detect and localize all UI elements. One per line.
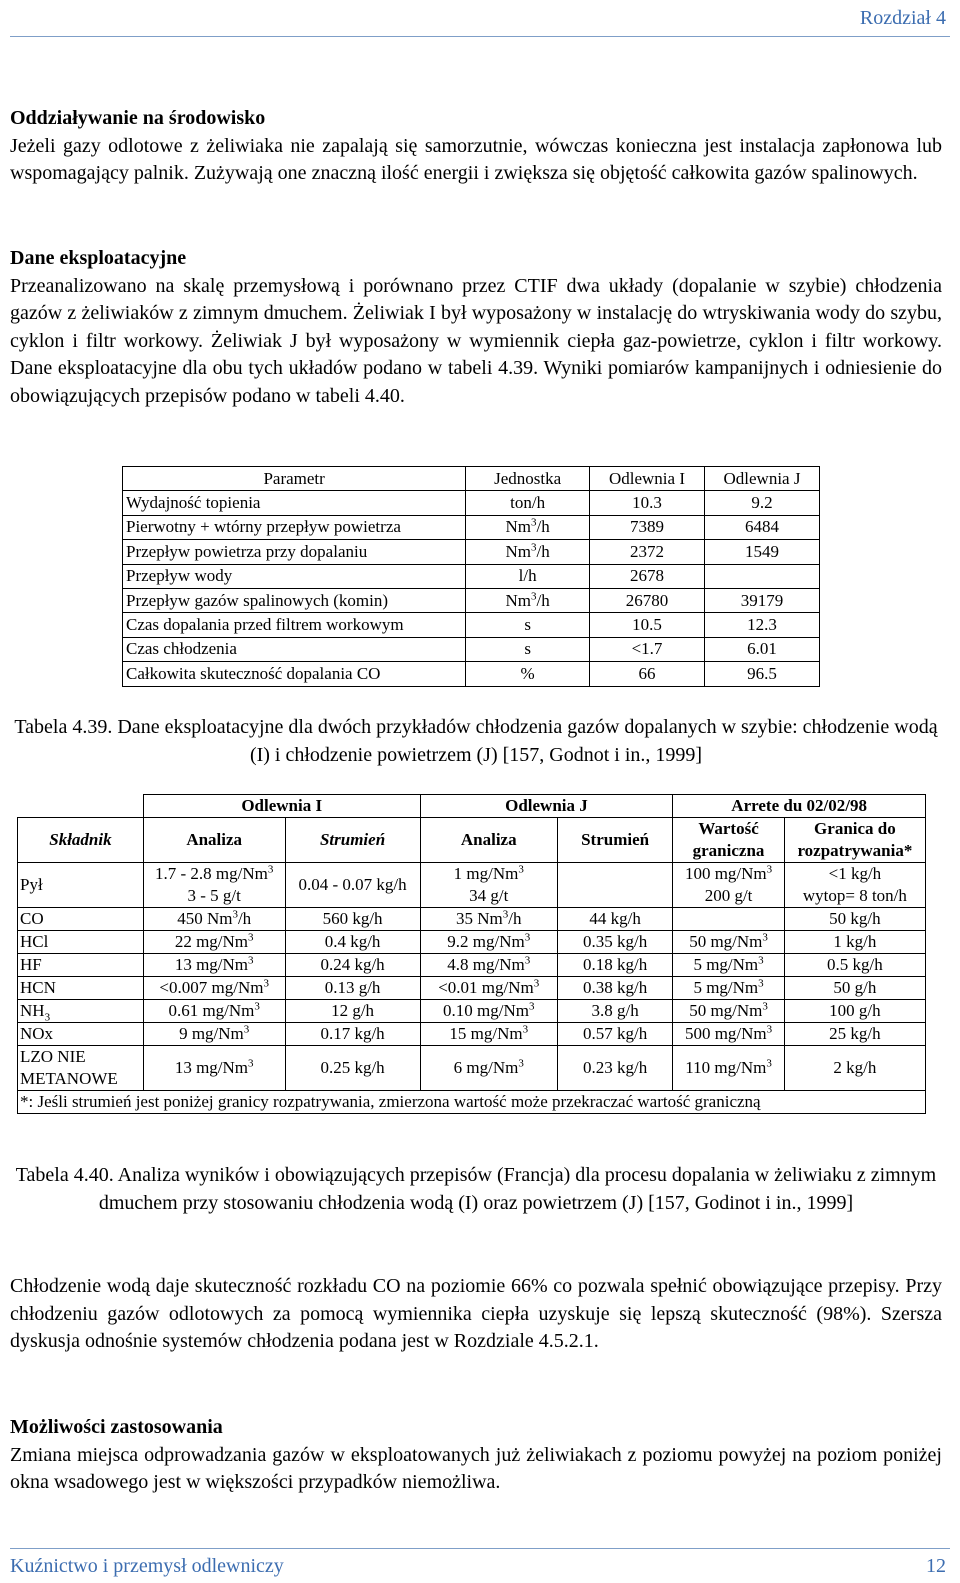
cell-text: 9.2	[751, 493, 773, 513]
cell-text: 10.3	[632, 493, 662, 513]
cell-text: <1 kg/h	[828, 864, 882, 883]
cell-text: HCl	[20, 932, 49, 951]
flow-cell	[557, 977, 672, 1000]
table-header-row	[18, 818, 926, 863]
cell-text: 0.5 kg/h	[827, 955, 883, 974]
superscript: 3	[758, 977, 764, 990]
analysis-cell	[420, 1023, 557, 1046]
section-paragraph: Przeanalizowano na skalę przemysłową i porównano przez CTIF dwa układy (dopalanie w szybie) chłodzenia gazów z żeliwiaków z zimnym dmuchem. Żeliwiak I był wyposażony w instalację do wtryskiwania wody do szybu, cyklon i filtr workowy. Żeliwiak J był wyposażony w wymiennik ciepła gaz-powietrze, cyklon i filtr workowy. Dane eksploatacyjne dla obu tych układów podano w tabeli 4.39. Wyniki pomiarów kampanijnych i odniesienie do obowiązujących przepisów podano w tabeli 4.40.	[10, 274, 942, 407]
page-header	[10, 0, 950, 37]
cell-text: ton/h	[510, 493, 546, 513]
value-cell	[704, 515, 819, 539]
unit-cell	[466, 564, 590, 588]
cell-text: 9 mg/Nm	[179, 1024, 244, 1043]
analysis-cell	[420, 863, 557, 908]
cell-text: 6.01	[747, 639, 777, 659]
cell-text: 0.17 kg/h	[320, 1024, 385, 1043]
component-cell	[18, 1000, 144, 1023]
cell-text: Nm	[505, 541, 532, 561]
flow-cell	[285, 1023, 420, 1046]
table-caption: Tabela 4.40. Analiza wyników i obowiązujących przepisów (Francja) dla procesu dopalania w żeliwiaku z zimnym dmuchem przy stosowaniu chłodzenia wodą (I) oraz powietrzem (J) [157, Godinot i in., 1999]	[15, 1164, 937, 1214]
group-header: Odlewnia J	[420, 795, 673, 818]
parameter-cell	[123, 540, 466, 564]
cell-text: l/h	[518, 566, 537, 586]
threshold-cell	[784, 1023, 925, 1046]
table-footnote-row	[18, 1091, 926, 1114]
value-cell	[704, 588, 819, 612]
table-row	[123, 515, 820, 539]
analysis-cell	[420, 908, 557, 931]
table-caption: Tabela 4.39. Dane eksploatacyjne dla dwóch przykładów chłodzenia gazów dopalanych w szybie: chłodzenie wodą (I) i chłodzenie powietrzem (J) [157, Godnot i in., 1999]	[14, 716, 938, 766]
superscript: 3	[528, 1000, 535, 1013]
cell-text: 0.35 kg/h	[582, 932, 648, 951]
cell-text: Pierwotny + wtórny przepływ powietrza	[126, 517, 401, 537]
unit-cell	[466, 588, 590, 612]
emissions-analysis-table	[17, 794, 926, 1114]
cell-text: Przepływ gazów spalinowych (komin)	[126, 590, 389, 610]
superscript: 3	[263, 977, 269, 990]
superscript: 3	[522, 1023, 529, 1036]
limit-cell	[673, 931, 785, 954]
publication-title: Kuźnictwo i przemysł odlewniczy	[10, 1555, 284, 1577]
cell-text: 25 kg/h	[829, 1024, 881, 1043]
superscript: 3	[766, 1057, 772, 1070]
column-header: Analiza	[420, 818, 557, 863]
cell-text: Nm	[505, 590, 532, 610]
cell-text: 3 - 5 g/t	[187, 886, 241, 905]
value-cell	[590, 491, 705, 515]
column-header: Odlewnia J	[704, 467, 819, 491]
table-row	[123, 613, 820, 637]
flow-cell	[557, 1046, 672, 1091]
cell-text: HF	[20, 955, 42, 974]
table-header-row	[123, 467, 820, 491]
analysis-cell	[143, 1046, 285, 1091]
table-row	[123, 588, 820, 612]
flow-cell	[285, 863, 420, 908]
section-paragraph: Zmiana miejsca odprowadzania gazów w eksploatowanych już żeliwiakach z poziomu powyżej na poziom poniżej okna wsadowego jest w większości przypadków niemożliwa.	[10, 1443, 942, 1493]
section-environment	[10, 105, 942, 188]
cell-text: 1 mg/Nm	[453, 864, 519, 883]
component-cell	[18, 908, 144, 931]
parameter-cell	[123, 637, 466, 661]
cell-text: 96.5	[747, 663, 777, 683]
table-row	[18, 931, 926, 954]
cell-text: Czas chłodzenia	[126, 639, 237, 659]
table-row	[18, 1000, 926, 1023]
flow-cell	[557, 931, 672, 954]
cell-text: 0.23 kg/h	[582, 1058, 648, 1077]
value-cell	[704, 540, 819, 564]
component-cell	[18, 977, 144, 1000]
cell-text: %	[520, 663, 535, 683]
cell-text: Przepływ wody	[126, 566, 233, 586]
table-row	[18, 1023, 926, 1046]
superscript: 3	[758, 954, 764, 967]
flow-cell	[557, 863, 672, 908]
cell-text: wytop= 8 ton/h	[802, 886, 907, 905]
analysis-cell	[420, 1000, 557, 1023]
flow-cell	[285, 954, 420, 977]
section-applicability	[10, 1414, 942, 1497]
cell-text: <0.01 mg/Nm	[438, 978, 534, 997]
cell-text: CO	[20, 909, 44, 928]
cell-text: 0.38 kg/h	[582, 978, 648, 997]
section-operational-data	[10, 245, 942, 410]
cell-text: 2372	[630, 541, 664, 561]
cell-text: 500 mg/Nm	[684, 1024, 767, 1043]
cell-text: 13 mg/Nm	[174, 955, 249, 974]
flow-cell	[557, 908, 672, 931]
cell-text: 66	[638, 663, 656, 683]
cell-text: 4.8 mg/Nm	[447, 955, 525, 974]
flow-cell	[285, 977, 420, 1000]
unit-cell	[466, 540, 590, 564]
cell-text: 100 mg/Nm	[684, 864, 767, 883]
cell-text: 44 kg/h	[589, 909, 641, 928]
subscript: 3	[44, 1011, 51, 1024]
cell-text: 3.8 g/h	[591, 1001, 639, 1020]
analysis-cell	[143, 908, 285, 931]
superscript: 3	[766, 863, 773, 876]
threshold-cell	[784, 954, 925, 977]
table-row	[18, 977, 926, 1000]
table-row	[18, 1046, 926, 1091]
superscript: 3	[766, 1023, 773, 1036]
superscript: 3	[267, 863, 274, 876]
column-header: Składnik	[18, 818, 144, 863]
cell-text: NH	[20, 1001, 45, 1020]
cell-text: 15 mg/Nm	[449, 1024, 523, 1043]
superscript: 3	[524, 954, 531, 967]
cell-text: <0.007 mg/Nm	[159, 978, 264, 997]
unit-cell	[466, 662, 590, 686]
unit-cell	[466, 613, 590, 637]
value-cell	[590, 540, 705, 564]
section-heading: Możliwości zastosowania	[10, 1416, 223, 1438]
parameter-cell	[123, 662, 466, 686]
cell-text: /h	[508, 909, 522, 928]
cell-text: 22 mg/Nm	[174, 932, 249, 951]
superscript: 3	[533, 977, 540, 990]
superscript: 3	[531, 516, 537, 529]
analysis-cell	[143, 931, 285, 954]
flow-cell	[285, 908, 420, 931]
section-heading: Dane eksploatacyjne	[10, 247, 187, 269]
cell-text: 34 g/t	[469, 886, 509, 905]
column-header: Granica do rozpatrywania*	[784, 818, 925, 863]
cell-text: Nm	[505, 517, 532, 537]
section-summary	[10, 1273, 942, 1356]
column-header: Strumień	[285, 818, 420, 863]
cell-text: 50 kg/h	[829, 909, 881, 928]
table-row	[18, 908, 926, 931]
threshold-cell	[784, 931, 925, 954]
flow-cell	[285, 1000, 420, 1023]
page-footer	[10, 1548, 950, 1583]
superscript: 3	[502, 908, 509, 921]
table-row	[123, 540, 820, 564]
value-cell	[590, 613, 705, 637]
unit-cell	[466, 515, 590, 539]
limit-cell	[673, 863, 785, 908]
cell-text: 0.18 kg/h	[582, 955, 648, 974]
threshold-cell	[784, 863, 925, 908]
superscript: 3	[243, 1023, 250, 1036]
cell-text: 1 kg/h	[833, 932, 877, 951]
chapter-label: Rozdział 4	[859, 7, 946, 29]
superscript: 3	[531, 541, 537, 554]
flow-cell	[557, 1023, 672, 1046]
cell-text: Całkowita skuteczność dopalania CO	[126, 663, 381, 683]
cell-text: 50 mg/Nm	[689, 1001, 763, 1020]
value-cell	[590, 515, 705, 539]
column-header: Odlewnia I	[590, 467, 705, 491]
analysis-cell	[420, 977, 557, 1000]
analysis-cell	[420, 1046, 557, 1091]
cell-text: Pył	[20, 875, 43, 894]
superscript: 3	[232, 908, 238, 921]
parameter-cell	[123, 515, 466, 539]
analysis-cell	[420, 931, 557, 954]
limit-cell	[673, 977, 785, 1000]
cell-text: 35 Nm	[456, 909, 503, 928]
cell-text: 26780	[625, 590, 669, 610]
cell-text: /h	[536, 590, 550, 610]
cell-text: 100 g/h	[829, 1001, 881, 1020]
cell-text: 560 kg/h	[322, 909, 383, 928]
value-cell	[704, 564, 819, 588]
superscript: 3	[254, 1000, 260, 1013]
flow-cell	[285, 931, 420, 954]
cell-text: /h	[237, 909, 252, 928]
section-paragraph: Jeżeli gazy odlotowe z żeliwiaka nie zapalają się samorzutnie, wówczas konieczna jest instalacja zapłonowa lub wspomagający palnik. Zużywają one znaczną ilość energii i zwiększa się objętość całkowita gazów spalinowych.	[10, 134, 942, 184]
cell-text: /h	[536, 517, 550, 537]
superscript: 3	[524, 931, 531, 944]
limit-cell	[673, 954, 785, 977]
value-cell	[704, 491, 819, 515]
cell-text: METANOWE	[20, 1069, 118, 1088]
section-paragraph: Chłodzenie wodą daje skuteczność rozkładu CO na poziomie 66% co pozwala spełnić obowiązujące przepisy. Przy chłodzeniu gazów odlotowych za pomocą wymiennika ciepła uzyskuje się lepszą skuteczność (98%). Szersza dyskusja odnośnie systemów chłodzenia podana jest w Rozdziale 4.5.2.1.	[10, 1275, 942, 1352]
table-row	[123, 491, 820, 515]
superscript: 3	[762, 931, 768, 944]
cell-text: 10.5	[632, 615, 662, 635]
cell-text: 39179	[740, 590, 784, 610]
limit-cell	[673, 908, 785, 931]
component-cell	[18, 931, 144, 954]
superscript: 3	[248, 954, 254, 967]
threshold-cell	[784, 977, 925, 1000]
column-header: Wartość graniczna	[673, 818, 785, 863]
cell-text: 13 mg/Nm	[174, 1058, 249, 1077]
analysis-cell	[420, 954, 557, 977]
cell-text: NOx	[20, 1024, 54, 1043]
cell-text: 200 g/t	[704, 886, 753, 905]
cell-text: 1.7 - 2.8 mg/Nm	[155, 864, 268, 883]
superscript: 3	[518, 863, 524, 876]
limit-cell	[673, 1023, 785, 1046]
flow-cell	[557, 1000, 672, 1023]
cell-text: /h	[536, 541, 550, 561]
table-row	[123, 564, 820, 588]
table-row	[18, 863, 926, 908]
analysis-cell	[143, 1000, 285, 1023]
cell-text: 12.3	[747, 615, 777, 635]
flow-cell	[557, 954, 672, 977]
superscript: 3	[762, 1000, 768, 1013]
cell-text: 0.61 mg/Nm	[168, 1001, 255, 1020]
parameter-cell	[123, 613, 466, 637]
cell-text: 110 mg/Nm	[685, 1058, 767, 1077]
value-cell	[590, 564, 705, 588]
cell-text: 0.04 - 0.07 kg/h	[298, 875, 407, 894]
cell-text: LZO NIE	[20, 1047, 86, 1066]
cell-text: 6 mg/Nm	[453, 1058, 519, 1077]
cell-text: 9.2 mg/Nm	[447, 932, 525, 951]
table-row	[123, 662, 820, 686]
superscript: 3	[518, 1057, 524, 1070]
value-cell	[590, 662, 705, 686]
flow-cell	[285, 1046, 420, 1091]
group-header: Odlewnia I	[143, 795, 420, 818]
table-row	[123, 637, 820, 661]
threshold-cell	[784, 1000, 925, 1023]
cell-text: <1.7	[631, 639, 663, 659]
cell-text: 2678	[630, 566, 664, 586]
cell-text: 5 mg/Nm	[693, 955, 759, 974]
cell-text: 6484	[744, 517, 779, 537]
cell-text: 450 Nm	[177, 909, 233, 928]
value-cell	[590, 588, 705, 612]
parameter-cell	[123, 588, 466, 612]
unit-cell	[466, 491, 590, 515]
superscript: 3	[248, 1057, 254, 1070]
page-number: 12	[926, 1555, 946, 1577]
empty-header-cell	[18, 795, 144, 818]
cell-text: Wydajność topienia	[126, 493, 261, 513]
cell-text: 0.13 g/h	[324, 978, 381, 997]
superscript: 3	[531, 589, 537, 602]
cell-text: 0.24 kg/h	[320, 955, 385, 974]
cell-text: s	[524, 639, 531, 659]
threshold-cell	[784, 908, 925, 931]
table-group-header-row	[18, 795, 926, 818]
cell-text: 0.4 kg/h	[324, 932, 381, 951]
cell-text: 12 g/h	[331, 1001, 375, 1020]
analysis-cell	[143, 954, 285, 977]
column-header: Parametr	[123, 467, 466, 491]
limit-cell	[673, 1046, 785, 1091]
value-cell	[704, 637, 819, 661]
cell-text: 0.57 kg/h	[582, 1024, 648, 1043]
column-header: Strumień	[557, 818, 672, 863]
cell-text: HCN	[20, 978, 56, 997]
cell-text: 0.10 mg/Nm	[443, 1001, 529, 1020]
operational-data-table	[122, 466, 820, 687]
parameter-cell	[123, 491, 466, 515]
cell-text: Czas dopalania przed filtrem workowym	[126, 615, 404, 635]
component-cell	[18, 1046, 144, 1091]
cell-text: 0.25 kg/h	[320, 1058, 385, 1077]
parameter-cell	[123, 564, 466, 588]
superscript: 3	[248, 931, 254, 944]
column-header: Jednostka	[466, 467, 590, 491]
cell-text: 1549	[744, 541, 779, 561]
value-cell	[704, 613, 819, 637]
group-header: Arrete du 02/02/98	[673, 795, 926, 818]
cell-text: 5 mg/Nm	[693, 978, 759, 997]
cell-text: 7389	[630, 517, 664, 537]
cell-text: s	[524, 615, 531, 635]
table-row	[18, 954, 926, 977]
threshold-cell	[784, 1046, 925, 1091]
cell-text: 50 g/h	[833, 978, 877, 997]
analysis-cell	[143, 1023, 285, 1046]
value-cell	[590, 637, 705, 661]
table-footnote: *: Jeśli strumień jest poniżej granicy rozpatrywania, zmierzona wartość może przekraczać wartość graniczną	[18, 1091, 926, 1114]
component-cell	[18, 954, 144, 977]
value-cell	[704, 662, 819, 686]
component-cell	[18, 1023, 144, 1046]
column-header: Analiza	[143, 818, 285, 863]
section-heading: Oddziaływanie na środowisko	[10, 107, 266, 129]
analysis-cell	[143, 863, 285, 908]
limit-cell	[673, 1000, 785, 1023]
cell-text: Przepływ powietrza przy dopalaniu	[126, 541, 368, 561]
analysis-cell	[143, 977, 285, 1000]
cell-text: 2 kg/h	[833, 1058, 877, 1077]
component-cell	[18, 863, 144, 908]
unit-cell	[466, 637, 590, 661]
cell-text: 50 mg/Nm	[689, 932, 763, 951]
